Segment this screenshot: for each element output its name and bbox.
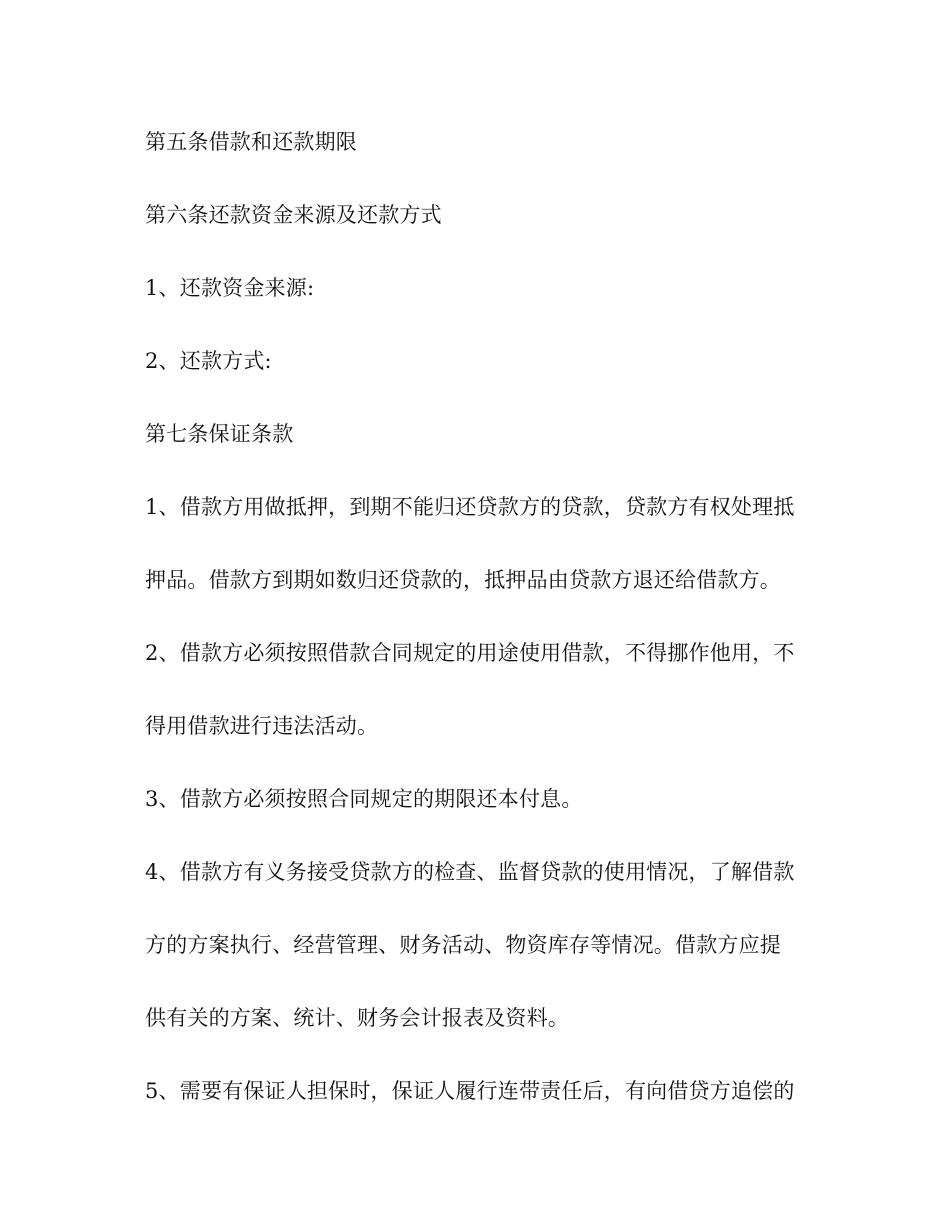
article-5-heading: 第五条借款和还款期限 xyxy=(145,130,357,154)
guarantee-clause-2-line-1: 2、借款方必须按照借款合同规定的用途使用借款，不得挪作他用，不 xyxy=(145,641,795,665)
guarantee-clause-4-line-3: 供有关的方案、统计、财务会计报表及资料。 xyxy=(145,1006,569,1030)
repayment-source-item: 1、还款资金来源: xyxy=(145,276,315,300)
article-7-heading: 第七条保证条款 xyxy=(145,422,294,446)
guarantee-clause-2-line-2: 得用借款进行违法活动。 xyxy=(145,714,379,738)
guarantee-clause-5-line-1: 5、需要有保证人担保时，保证人履行连带责任后，有向借贷方追偿的 xyxy=(145,1079,795,1103)
guarantee-clause-3: 3、借款方必须按照合同规定的期限还本付息。 xyxy=(145,787,583,811)
article-6-heading: 第六条还款资金来源及还款方式 xyxy=(145,203,442,227)
guarantee-clause-1-line-2: 押品。借款方到期如数归还贷款的，抵押品由贷款方退还给借款方。 xyxy=(145,568,781,592)
guarantee-clause-4-line-2: 方的方案执行、经营管理、财务活动、物资库存等情况。借款方应提 xyxy=(145,933,781,957)
repayment-method-item: 2、还款方式: xyxy=(145,349,272,373)
guarantee-clause-4-line-1: 4、借款方有义务接受贷款方的检查、监督贷款的使用情况，了解借款 xyxy=(145,860,795,884)
guarantee-clause-1-line-1: 1、借款方用做抵押，到期不能归还贷款方的贷款，贷款方有权处理抵 xyxy=(145,495,795,519)
